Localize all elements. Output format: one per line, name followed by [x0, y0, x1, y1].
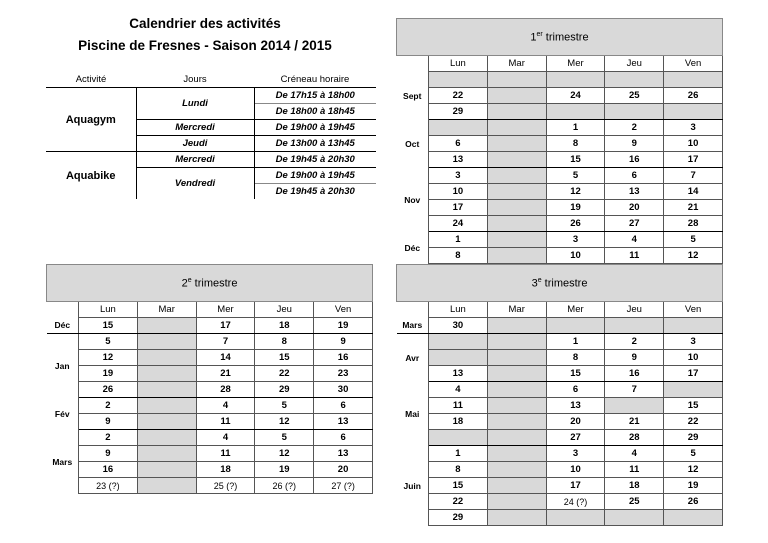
date-cell: 25 (?): [196, 478, 255, 494]
date-cell: 13: [605, 184, 664, 200]
date-cell: 17: [546, 478, 605, 494]
header-jours: Jours: [136, 72, 254, 88]
date-cell: 5: [664, 232, 723, 248]
date-cell: 30: [314, 382, 373, 398]
date-cell: 9: [314, 334, 373, 350]
trimestre-2-header: 2e trimestre: [47, 265, 373, 302]
date-cell: 15: [546, 366, 605, 382]
slot-jeudi: De 13h00 à 13h45: [254, 136, 376, 152]
date-cell: 28: [605, 430, 664, 446]
activity-aquagym: Aquagym: [46, 88, 136, 152]
date-cell: 1: [546, 120, 605, 136]
date-cell: 5: [664, 446, 723, 462]
date-cell: 7: [605, 382, 664, 398]
date-cell: 16: [79, 462, 138, 478]
date-cell: 12: [546, 184, 605, 200]
date-cell: 29: [429, 510, 488, 526]
date-cell: 13: [314, 414, 373, 430]
date-cell: 25: [605, 88, 664, 104]
date-cell: 19: [79, 366, 138, 382]
date-cell: 27: [546, 430, 605, 446]
date-cell: 12: [79, 350, 138, 366]
date-cell: 15: [664, 398, 723, 414]
col-lun: Lun: [429, 302, 488, 318]
slot-lundi-2: De 18h00 à 18h45: [254, 104, 376, 120]
date-cell: 2: [79, 398, 138, 414]
date-cell: 4: [429, 382, 488, 398]
trimestre-1-header: 1er trimestre: [397, 19, 723, 56]
day-lundi: Lundi: [136, 88, 254, 120]
date-cell: 17: [196, 318, 255, 334]
month-nov: Nov: [397, 168, 429, 232]
slot-bike-vendredi-2: De 19h45 à 20h30: [275, 186, 355, 197]
date-cell: 16: [605, 152, 664, 168]
corner: [397, 56, 429, 72]
date-cell: 3: [546, 232, 605, 248]
date-cell: 16: [605, 366, 664, 382]
month-dec: Déc: [397, 232, 429, 264]
date-cell: 17: [429, 200, 488, 216]
calendar-trimestre-1: [396, 18, 723, 264]
date-cell: 20: [314, 462, 373, 478]
date-cell: 4: [605, 232, 664, 248]
date-cell: 10: [429, 184, 488, 200]
col-ven: Ven: [664, 56, 723, 72]
date-cell: 26: [664, 494, 723, 510]
date-cell: 18: [429, 414, 488, 430]
date-cell: 5: [79, 334, 138, 350]
date-cell: 24: [429, 216, 488, 232]
header-activite: Activité: [46, 72, 136, 88]
date-cell: 12: [664, 248, 723, 264]
date-cell: 26: [79, 382, 138, 398]
date-cell: 11: [605, 248, 664, 264]
col-mar: Mar: [487, 302, 546, 318]
date-cell: 24 (?): [546, 494, 605, 510]
date-cell: 8: [546, 136, 605, 152]
date-cell: 10: [546, 248, 605, 264]
slot-bike-vendredi-1: De 19h00 à 19h45: [254, 168, 376, 184]
month-oct: Oct: [397, 120, 429, 168]
date-cell: 30: [429, 318, 488, 334]
date-cell: 9: [605, 136, 664, 152]
month-mai: Mai: [397, 382, 429, 446]
date-cell: 18: [196, 462, 255, 478]
date-cell: 15: [79, 318, 138, 334]
date-cell: 22: [429, 88, 488, 104]
date-cell: 1: [429, 446, 488, 462]
slot-mercredi: De 19h00 à 19h45: [254, 120, 376, 136]
date-cell: 10: [664, 136, 723, 152]
date-cell: 10: [546, 462, 605, 478]
date-cell: 28: [664, 216, 723, 232]
day-jeudi: Jeudi: [136, 136, 254, 152]
date-cell: 15: [255, 350, 314, 366]
date-cell: 17: [664, 366, 723, 382]
date-cell: 1: [429, 232, 488, 248]
date-cell: 6: [605, 168, 664, 184]
date-cell: 8: [429, 248, 488, 264]
date-cell: 6: [429, 136, 488, 152]
date-cell: 12: [664, 462, 723, 478]
date-cell: 1: [546, 334, 605, 350]
activities-table: [46, 72, 376, 199]
slot-lundi-1: De 17h15 à 18h00: [254, 88, 376, 104]
date-cell: 5: [255, 430, 314, 446]
date-cell: 28: [196, 382, 255, 398]
date-cell: 2: [605, 120, 664, 136]
date-cell: 22: [255, 366, 314, 382]
calendar-trimestre-2: [46, 264, 373, 494]
date-cell: 2: [605, 334, 664, 350]
date-cell: 20: [605, 200, 664, 216]
date-cell: 6: [314, 430, 373, 446]
date-cell: 18: [605, 478, 664, 494]
date-cell: 8: [429, 462, 488, 478]
day-mercredi: Mercredi: [136, 120, 254, 136]
col-jeu: Jeu: [605, 302, 664, 318]
date-cell: 29: [664, 430, 723, 446]
date-cell: 3: [664, 334, 723, 350]
date-cell: 11: [429, 398, 488, 414]
month-mars: Mars: [397, 318, 429, 334]
col-lun: Lun: [429, 56, 488, 72]
date-cell: 9: [79, 446, 138, 462]
date-cell: 9: [605, 350, 664, 366]
col-mer: Mer: [196, 302, 255, 318]
date-cell: 7: [196, 334, 255, 350]
date-cell: 10: [664, 350, 723, 366]
date-cell: 16: [314, 350, 373, 366]
col-mar: Mar: [137, 302, 196, 318]
date-cell: 22: [429, 494, 488, 510]
date-cell: 13: [314, 446, 373, 462]
col-ven: Ven: [314, 302, 373, 318]
date-cell: 11: [605, 462, 664, 478]
date-cell: 29: [255, 382, 314, 398]
date-cell: 15: [429, 478, 488, 494]
date-cell: 6: [314, 398, 373, 414]
date-cell: 20: [546, 414, 605, 430]
day-bike-vendredi: Vendredi: [136, 168, 254, 200]
date-cell: 14: [196, 350, 255, 366]
date-cell: 3: [664, 120, 723, 136]
date-cell: 3: [429, 168, 488, 184]
date-cell: 19: [664, 478, 723, 494]
col-jeu: Jeu: [255, 302, 314, 318]
calendar-trimestre-3: [396, 264, 723, 526]
col-mer: Mer: [546, 56, 605, 72]
date-cell: 25: [605, 494, 664, 510]
slot-bike-mercredi: De 19h45 à 20h30: [254, 152, 376, 168]
month-sept: Sept: [397, 72, 429, 120]
col-jeu: Jeu: [605, 56, 664, 72]
month-mars: Mars: [47, 430, 79, 494]
col-mar: Mar: [487, 56, 546, 72]
date-cell: 14: [664, 184, 723, 200]
date-cell: 15: [546, 152, 605, 168]
month-dec: Déc: [47, 318, 79, 334]
month-fev: Fév: [47, 398, 79, 430]
title-line1: Calendrier des activités: [129, 16, 281, 31]
date-cell: 12: [255, 414, 314, 430]
date-cell: 8: [255, 334, 314, 350]
date-cell: 19: [255, 462, 314, 478]
month-jan: Jan: [47, 334, 79, 398]
date-cell: 23 (?): [79, 478, 138, 494]
date-cell: 8: [546, 350, 605, 366]
date-cell: 21: [605, 414, 664, 430]
date-cell: 4: [605, 446, 664, 462]
date-cell: 24: [546, 88, 605, 104]
date-cell: 13: [429, 152, 488, 168]
date-cell: 19: [314, 318, 373, 334]
col-ven: Ven: [664, 302, 723, 318]
trimestre-3-header: 3e trimestre: [397, 265, 723, 302]
date-cell: 4: [196, 430, 255, 446]
date-cell: 4: [196, 398, 255, 414]
date-cell: 13: [429, 366, 488, 382]
date-cell: 29: [429, 104, 488, 120]
date-cell: 9: [79, 414, 138, 430]
month-avr: Avr: [397, 334, 429, 382]
header-creneau: Créneau horaire: [254, 72, 376, 88]
date-cell: 18: [255, 318, 314, 334]
corner: [47, 302, 79, 318]
date-cell: 26 (?): [255, 478, 314, 494]
date-cell: 19: [546, 200, 605, 216]
date-cell: 7: [664, 168, 723, 184]
date-cell: 6: [546, 382, 605, 398]
date-cell: 12: [255, 446, 314, 462]
date-cell: 13: [546, 398, 605, 414]
date-cell: 11: [196, 414, 255, 430]
date-cell: 17: [664, 152, 723, 168]
activity-aquabike: Aquabike: [46, 152, 136, 200]
date-cell: 3: [546, 446, 605, 462]
date-cell: 26: [664, 88, 723, 104]
col-mer: Mer: [546, 302, 605, 318]
date-cell: 27: [605, 216, 664, 232]
date-cell: 22: [664, 414, 723, 430]
day-bike-mercredi: Mercredi: [136, 152, 254, 168]
date-cell: 21: [196, 366, 255, 382]
date-cell: 2: [79, 430, 138, 446]
date-cell: 26: [546, 216, 605, 232]
date-cell: 11: [196, 446, 255, 462]
date-cell: 23: [314, 366, 373, 382]
date-cell: 21: [664, 200, 723, 216]
corner: [397, 302, 429, 318]
title-line2: Piscine de Fresnes - Saison 2014 / 2015: [78, 38, 332, 53]
date-cell: 5: [255, 398, 314, 414]
month-juin: Juin: [397, 446, 429, 526]
date-cell: 5: [546, 168, 605, 184]
col-lun: Lun: [79, 302, 138, 318]
date-cell: 27 (?): [314, 478, 373, 494]
